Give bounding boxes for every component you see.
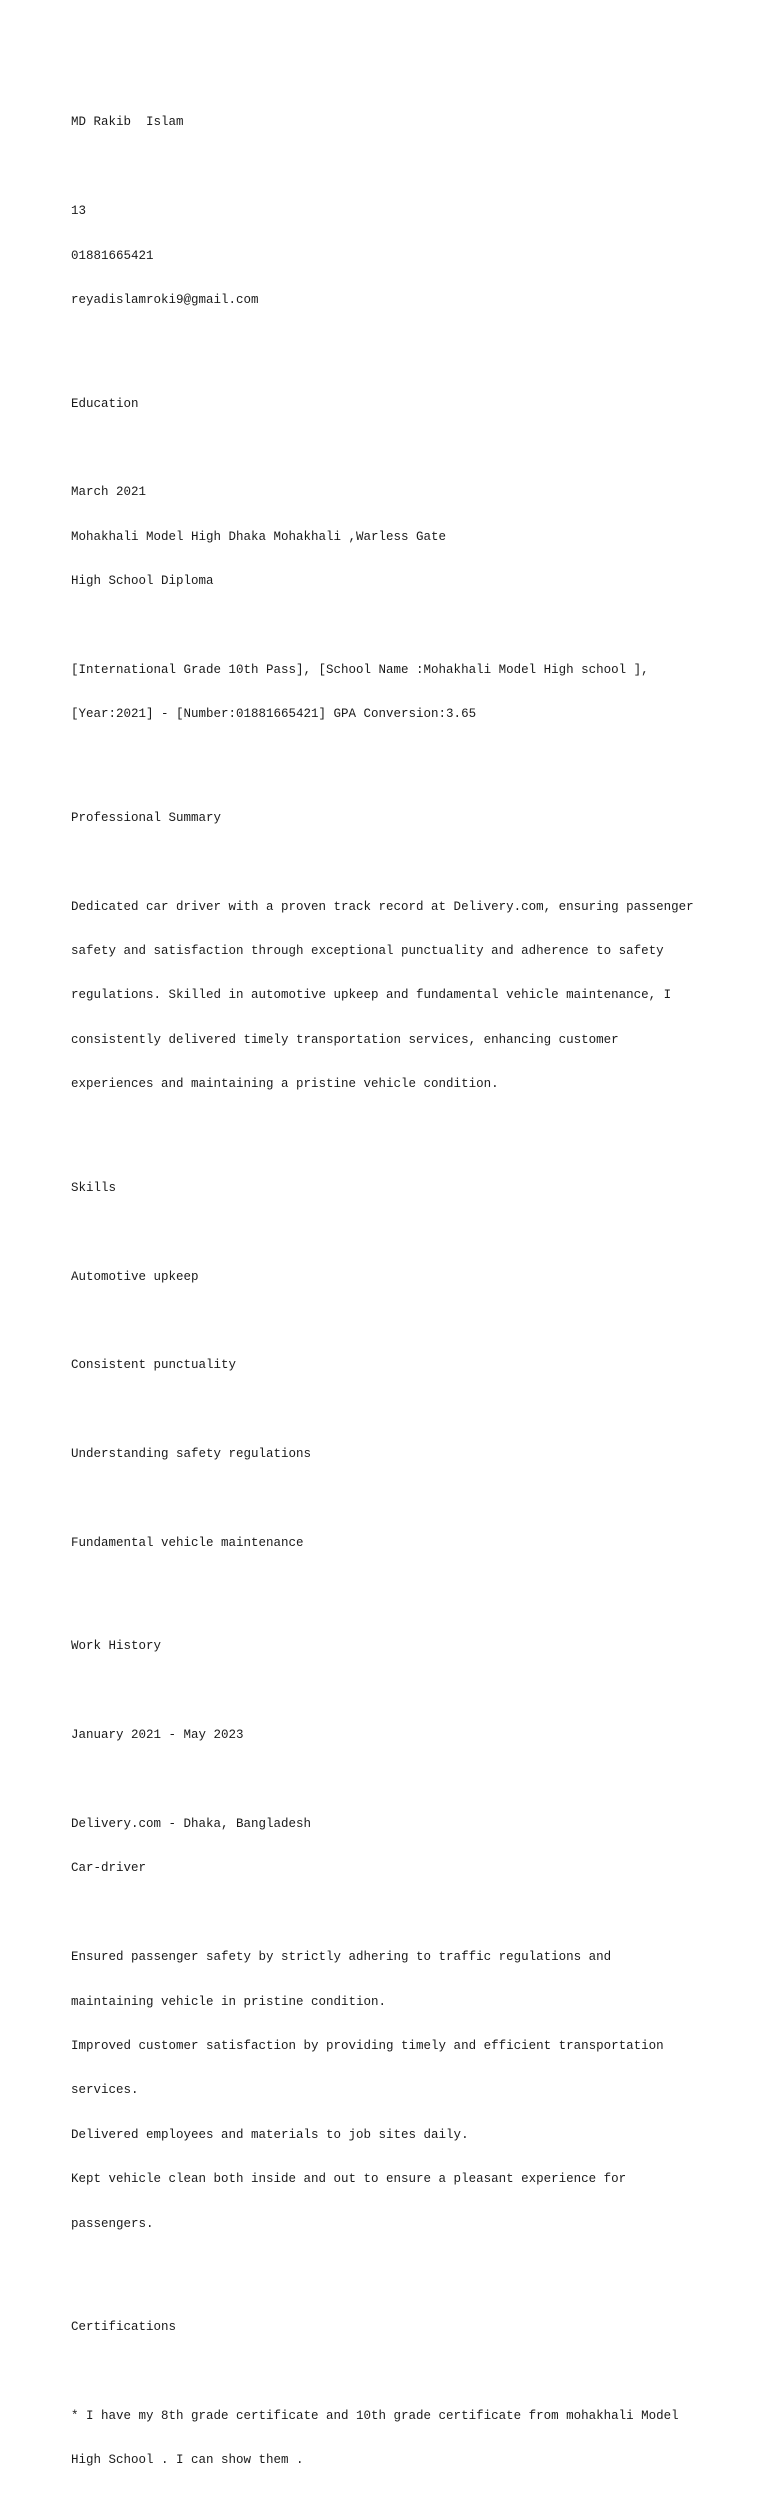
summary-line: Dedicated car driver with a proven track record at Delivery.com, ensuring passenger bbox=[71, 899, 694, 914]
spacer bbox=[71, 2365, 711, 2380]
spacer bbox=[71, 1225, 711, 1240]
skill-item: Consistent punctuality bbox=[71, 1358, 237, 1373]
resume-document bbox=[71, 71, 711, 2498]
education-details-line: [International Grade 10th Pass], [School Name :Mohakhali Model High school ], bbox=[71, 662, 649, 677]
summary-line: safety and satisfaction through exceptional punctuality and adherence to safety bbox=[71, 944, 664, 959]
certification-line: * I have my 8th grade certificate and 10th grade certificate from mohakhali Model bbox=[71, 2408, 679, 2423]
spacer bbox=[71, 1314, 711, 1329]
spacer bbox=[71, 855, 711, 870]
candidate-email: reyadislamroki9@gmail.com bbox=[71, 292, 259, 307]
spacer bbox=[71, 160, 711, 175]
education-diploma: High School Diploma bbox=[71, 574, 214, 589]
work-duty-line: passengers. bbox=[71, 2216, 154, 2231]
summary-line: consistently delivered timely transportation services, enhancing customer bbox=[71, 1032, 619, 1047]
work-dates: January 2021 - May 2023 bbox=[71, 1728, 244, 1743]
spacer bbox=[71, 1580, 711, 1595]
spacer bbox=[71, 618, 711, 633]
skill-item: Fundamental vehicle maintenance bbox=[71, 1535, 304, 1550]
work-role: Car-driver bbox=[71, 1861, 147, 1876]
summary-line: regulations. Skilled in automotive upkeep and fundamental vehicle maintenance, I bbox=[71, 988, 672, 1003]
spacer bbox=[71, 1906, 711, 1921]
education-details-line: [Year:2021] - [Number:01881665421] GPA Conversion:3.65 bbox=[71, 707, 477, 722]
skill-item: Understanding safety regulations bbox=[71, 1447, 312, 1462]
spacer bbox=[71, 752, 711, 767]
candidate-name: MD Rakib Islam bbox=[71, 115, 184, 130]
education-date: March 2021 bbox=[71, 485, 147, 500]
certification-line: High School . I can show them . bbox=[71, 2453, 304, 2468]
candidate-phone: 01881665421 bbox=[71, 248, 154, 263]
education-school: Mohakhali Model High Dhaka Mohakhali ,Warless Gate bbox=[71, 529, 447, 544]
certifications-heading: Certifications bbox=[71, 2320, 177, 2335]
spacer bbox=[71, 441, 711, 456]
work-duty-line: Kept vehicle clean both inside and out to ensure a pleasant experience for bbox=[71, 2172, 627, 2187]
spacer bbox=[71, 1403, 711, 1418]
spacer bbox=[71, 2261, 711, 2276]
candidate-age: 13 bbox=[71, 204, 87, 219]
work-duty-line: Ensured passenger safety by strictly adhering to traffic regulations and bbox=[71, 1950, 612, 1965]
spacer bbox=[71, 1684, 711, 1699]
work-duty-line: Improved customer satisfaction by providing timely and efficient transportation bbox=[71, 2038, 664, 2053]
work-duty-line: maintaining vehicle in pristine condition. bbox=[71, 1994, 387, 2009]
work-duty-line: Delivered employees and materials to job sites daily. bbox=[71, 2127, 469, 2142]
skills-heading: Skills bbox=[71, 1180, 117, 1195]
spacer bbox=[71, 1773, 711, 1788]
spacer bbox=[71, 337, 711, 352]
education-heading: Education bbox=[71, 396, 139, 411]
skill-item: Automotive upkeep bbox=[71, 1269, 199, 1284]
work-duty-line: services. bbox=[71, 2083, 139, 2098]
summary-heading: Professional Summary bbox=[71, 810, 222, 825]
work-company: Delivery.com - Dhaka, Bangladesh bbox=[71, 1817, 312, 1832]
spacer bbox=[71, 1492, 711, 1507]
summary-line: experiences and maintaining a pristine vehicle condition. bbox=[71, 1077, 499, 1092]
work-history-heading: Work History bbox=[71, 1639, 162, 1654]
spacer bbox=[71, 1122, 711, 1137]
